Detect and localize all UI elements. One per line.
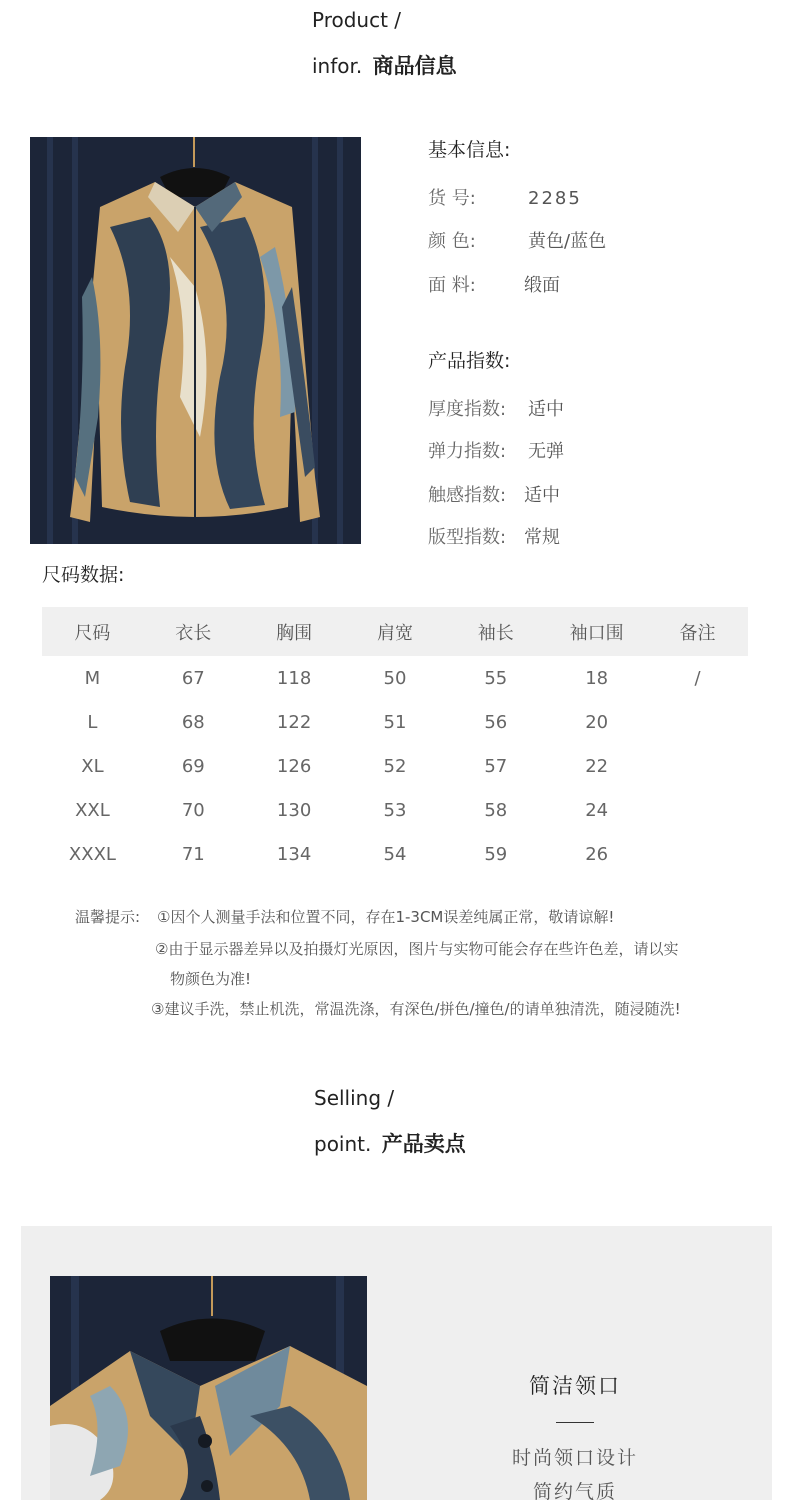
index-row-touch bbox=[428, 481, 560, 507]
table-cell: M bbox=[84, 667, 101, 689]
col-header: 肩宽 bbox=[345, 607, 446, 656]
table-cell: L bbox=[87, 711, 98, 733]
index-key: 厚度指数: bbox=[428, 399, 507, 420]
table-cell: 24 bbox=[585, 799, 609, 821]
table-cell: 52 bbox=[383, 755, 407, 777]
table-cell: 51 bbox=[383, 711, 407, 733]
index-row-elasticity bbox=[428, 437, 564, 463]
table-cell: 22 bbox=[585, 755, 609, 777]
size-table-header bbox=[42, 607, 748, 656]
product-photo bbox=[30, 137, 361, 544]
col-header: 尺码 bbox=[42, 607, 143, 656]
index-key: 触感指数: bbox=[428, 485, 507, 506]
col-header: 备注 bbox=[647, 607, 748, 656]
index-row-fit bbox=[428, 523, 560, 549]
info-row-item-no bbox=[428, 184, 582, 210]
table-cell: 54 bbox=[383, 843, 407, 865]
tips-label: 温馨提示: bbox=[75, 908, 141, 926]
table-cell: 18 bbox=[585, 667, 609, 689]
info-key: 面 料: bbox=[428, 275, 476, 296]
table-cell: 50 bbox=[383, 667, 407, 689]
info-value: 黄色/蓝色 bbox=[528, 231, 607, 252]
heading-en-line1: Product / bbox=[312, 8, 402, 32]
table-row bbox=[42, 656, 748, 700]
table-cell: XXXL bbox=[68, 843, 116, 865]
table-cell bbox=[647, 744, 748, 788]
table-cell: 55 bbox=[484, 667, 508, 689]
col-header: 衣长 bbox=[143, 607, 244, 656]
table-cell: 56 bbox=[484, 711, 508, 733]
product-info-heading bbox=[312, 8, 512, 78]
info-value: 缎面 bbox=[524, 275, 560, 296]
size-table bbox=[42, 607, 748, 876]
table-cell: 59 bbox=[484, 843, 508, 865]
col-header: 袖长 bbox=[445, 607, 546, 656]
heading-en-line2: infor. bbox=[312, 54, 363, 78]
feature-desc-2: 简约气质 bbox=[532, 1481, 617, 1500]
table-cell: 69 bbox=[181, 755, 205, 777]
table-cell bbox=[647, 700, 748, 744]
table-cell: 130 bbox=[276, 799, 312, 821]
product-index-title: 产品指数: bbox=[428, 350, 511, 372]
table-cell: 20 bbox=[585, 711, 609, 733]
size-data-title: 尺码数据: bbox=[42, 564, 125, 586]
feature-block bbox=[430, 1370, 720, 1500]
table-cell: XL bbox=[81, 755, 104, 777]
table-cell: 122 bbox=[276, 711, 312, 733]
table-row bbox=[42, 788, 748, 832]
table-cell: 68 bbox=[181, 711, 205, 733]
table-cell bbox=[647, 788, 748, 832]
table-cell: 58 bbox=[484, 799, 508, 821]
table-cell: 118 bbox=[276, 667, 312, 689]
table-cell: 53 bbox=[383, 799, 407, 821]
table-cell: 70 bbox=[181, 799, 205, 821]
tip-2: ②由于显示器差异以及拍摄灯光原因，图片与实物可能会存在些许色差，请以实 bbox=[155, 940, 679, 958]
col-header: 袖口围 bbox=[546, 607, 647, 656]
index-value: 适中 bbox=[528, 399, 564, 420]
table-cell: XXL bbox=[75, 799, 110, 821]
basic-info-title: 基本信息: bbox=[428, 139, 511, 161]
table-cell: 67 bbox=[181, 667, 205, 689]
table-row bbox=[42, 744, 748, 788]
col-header: 胸围 bbox=[244, 607, 345, 656]
table-cell: 126 bbox=[276, 755, 312, 777]
collar-detail-photo bbox=[50, 1276, 367, 1500]
heading-cn: 商品信息 bbox=[372, 54, 457, 78]
tip-3: ③建议手洗，禁止机洗，常温洗涤，有深色/拼色/撞色/的请单独清洗，随浸随洗! bbox=[151, 1000, 681, 1018]
table-cell: 26 bbox=[585, 843, 609, 865]
index-key: 版型指数: bbox=[428, 527, 507, 548]
table-row bbox=[42, 700, 748, 744]
table-cell: 71 bbox=[181, 843, 205, 865]
info-key: 颜 色: bbox=[428, 231, 476, 252]
tip-2-cont: 物颜色为准! bbox=[170, 970, 252, 988]
table-row bbox=[42, 832, 748, 876]
heading-cn: 产品卖点 bbox=[381, 1132, 466, 1156]
info-row-fabric bbox=[428, 271, 560, 297]
table-cell: 134 bbox=[276, 843, 312, 865]
info-key: 货 号: bbox=[428, 188, 476, 209]
feature-desc-1: 时尚领口设计 bbox=[511, 1447, 638, 1469]
feature-divider bbox=[556, 1422, 594, 1423]
info-row-color bbox=[428, 227, 606, 253]
selling-point-heading bbox=[314, 1086, 514, 1156]
index-row-thickness bbox=[428, 395, 564, 421]
heading-en-line2: point. bbox=[314, 1132, 372, 1156]
table-cell bbox=[647, 832, 748, 876]
index-value: 常规 bbox=[524, 527, 560, 548]
heading-en-line1: Selling / bbox=[314, 1086, 395, 1110]
table-cell: / bbox=[694, 667, 701, 689]
table-cell: 57 bbox=[484, 755, 508, 777]
index-key: 弹力指数: bbox=[428, 441, 507, 462]
feature-title: 简洁领口 bbox=[529, 1374, 621, 1398]
info-value: 2285 bbox=[528, 188, 582, 209]
index-value: 适中 bbox=[524, 485, 560, 506]
tip-1: ①因个人测量手法和位置不同，存在1-3CM误差纯属正常，敬请谅解! bbox=[157, 908, 615, 926]
index-value: 无弹 bbox=[528, 441, 564, 462]
